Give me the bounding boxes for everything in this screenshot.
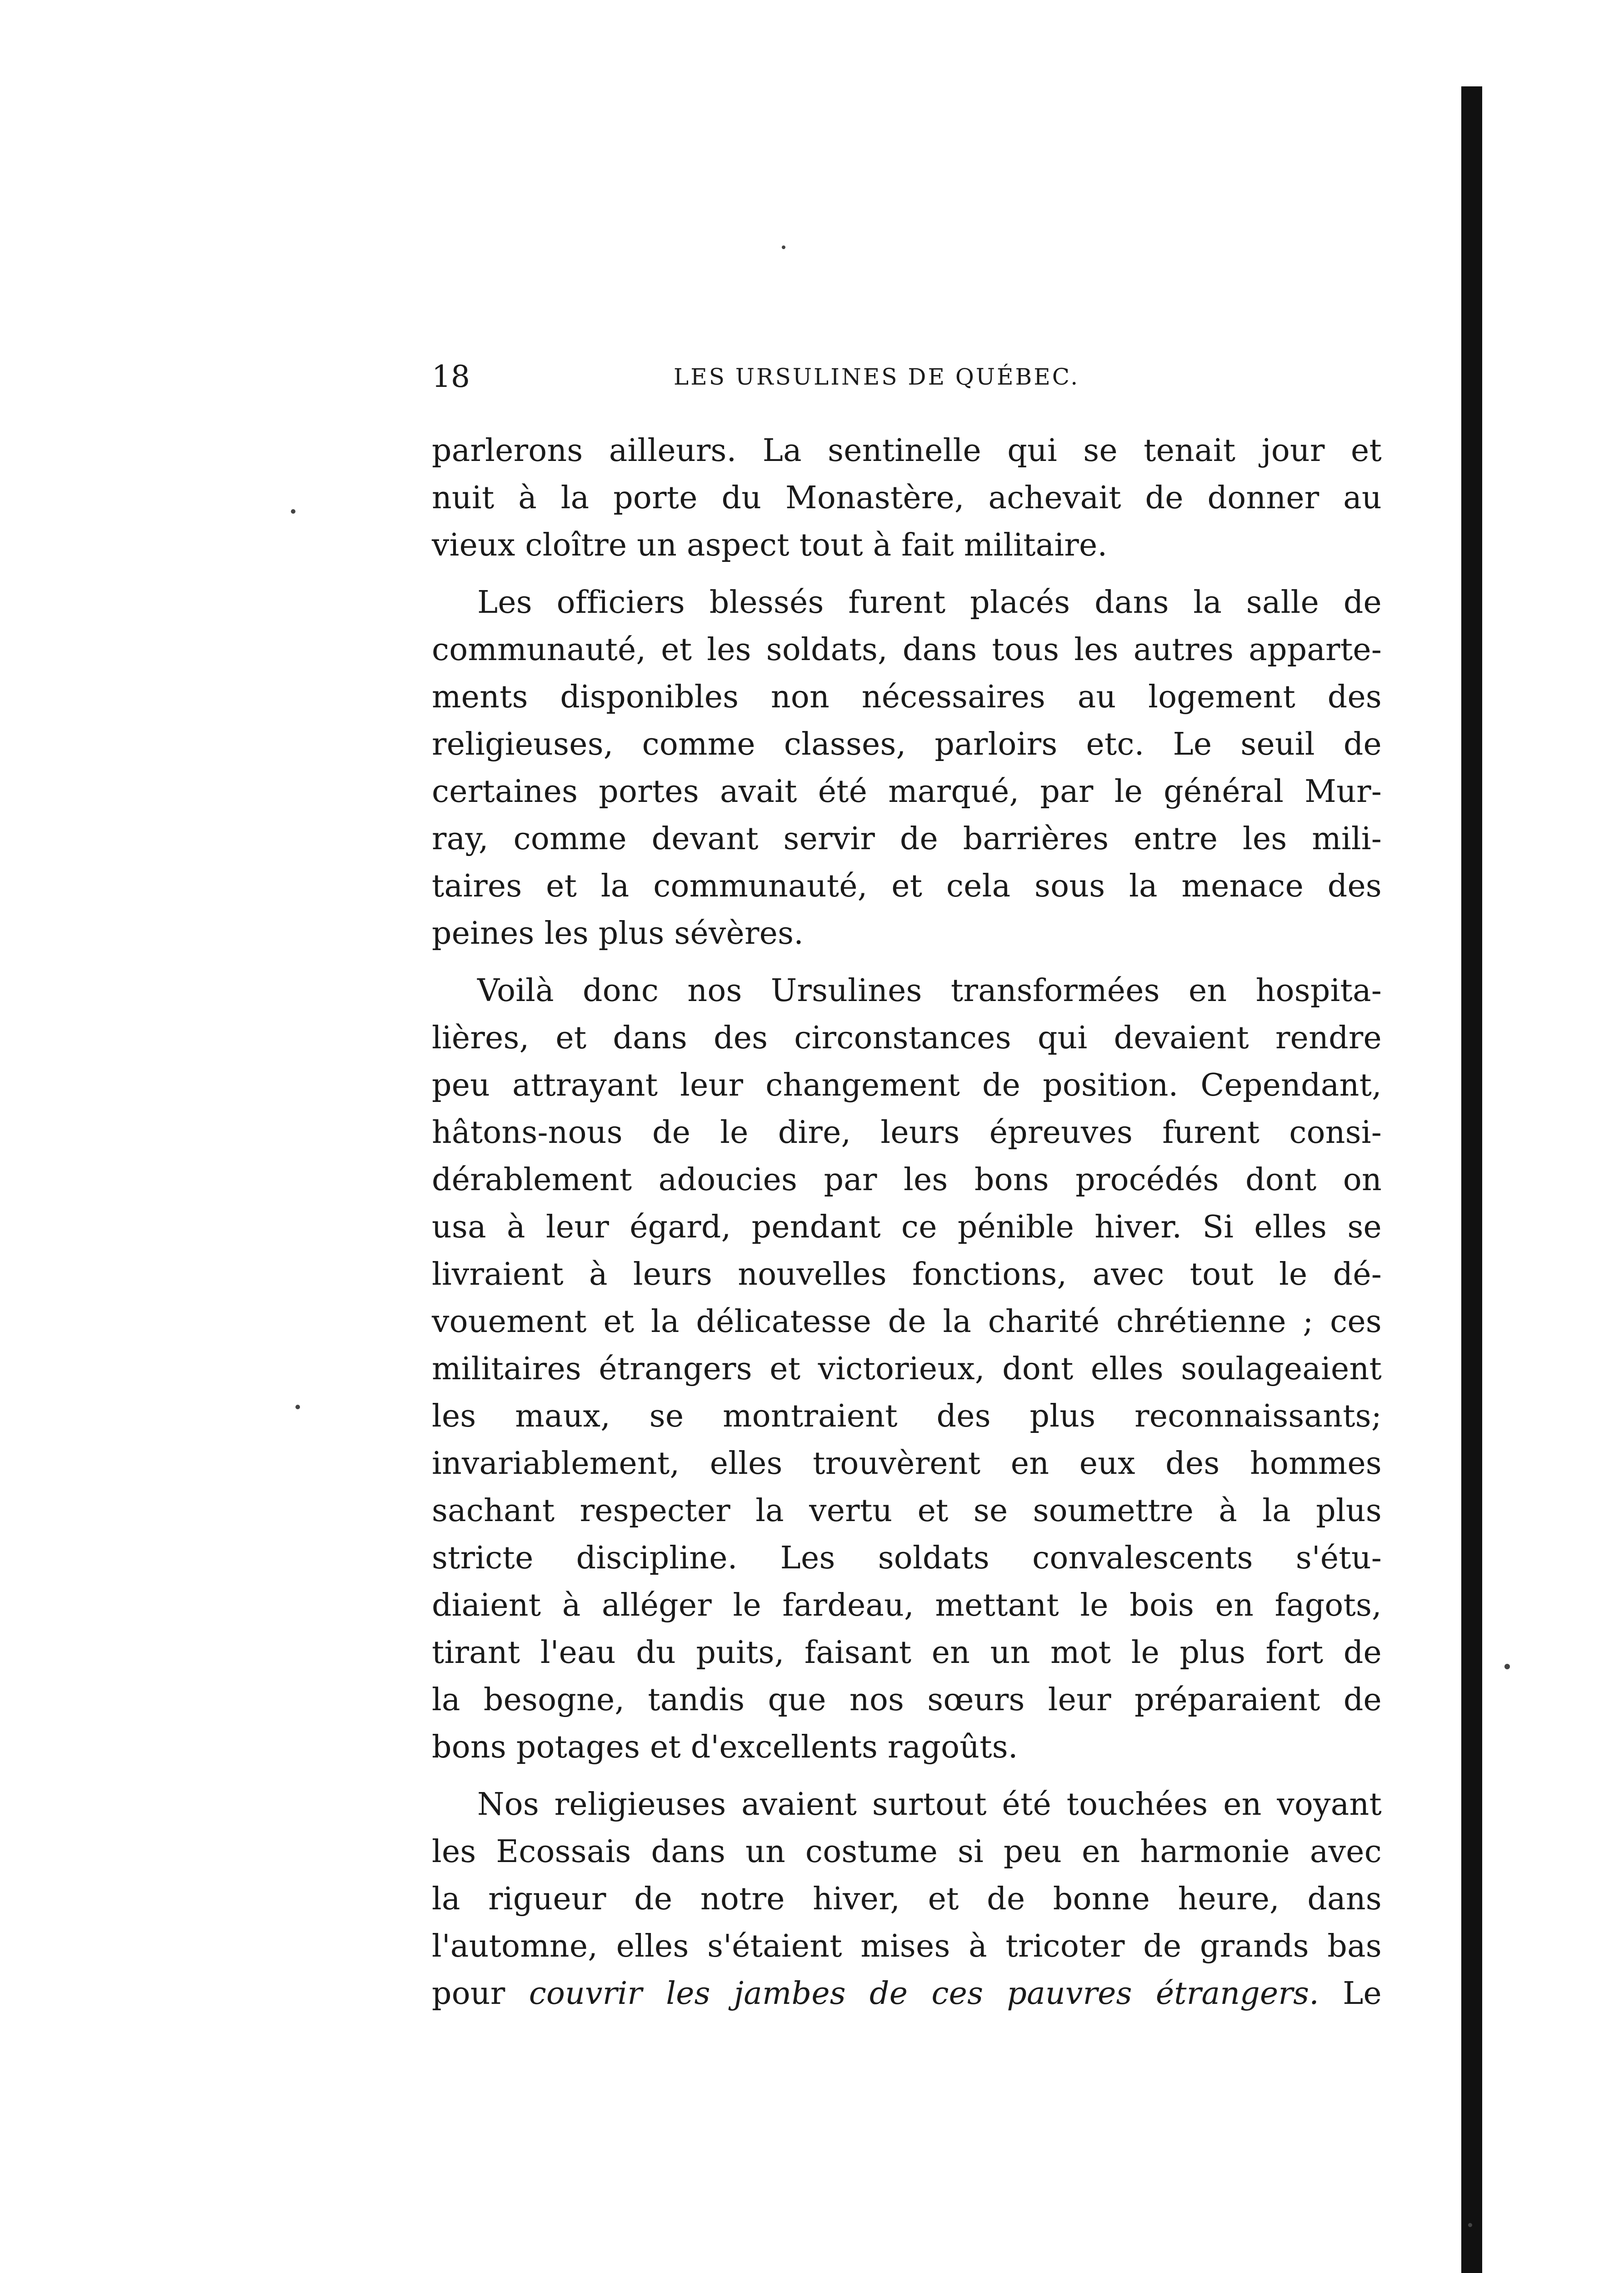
text-line: diaient à alléger le fardeau, mettant le bois en fagots, [432, 1587, 1382, 1623]
text-line: vouement et la délicatesse de la charité chrétienne ; ces [432, 1304, 1382, 1340]
text-line: ray, comme devant servir de barrières entre les mili- [432, 821, 1382, 857]
text-line: peines les plus sévères. [432, 916, 804, 951]
text-line: ments disponibles non nécessaires au logement des [432, 679, 1382, 715]
paragraph-4 [432, 1781, 1382, 2018]
text-line: Les officiers blessés furent placés dans la salle de [477, 585, 1382, 621]
body-text [432, 427, 1382, 2028]
text-run: Le [1319, 1976, 1382, 2012]
text-line-final [432, 1970, 1382, 2018]
text-line: Voilà donc nos Ursulines transformées en hospita- [477, 973, 1382, 1009]
text-line: nuit à la porte du Monastère, achevait de donner au [432, 480, 1382, 516]
text-line: livraient à leurs nouvelles fonctions, avec tout le dé- [432, 1257, 1382, 1292]
text-line: sachant respecter la vertu et se soumettre à la plus [432, 1493, 1382, 1529]
text-line: hâtons-nous de le dire, leurs épreuves furent consi- [432, 1115, 1382, 1151]
scan-speck [1468, 2223, 1472, 2227]
text-line: stricte discipline. Les soldats convalescents s'étu- [432, 1540, 1382, 1576]
text-line: usa à leur égard, pendant ce pénible hiver. Si elles se [432, 1209, 1382, 1245]
text-line: militaires étrangers et victorieux, dont elles soulageaient [432, 1351, 1382, 1387]
text-line: lières, et dans des circonstances qui devaient rendre [432, 1020, 1382, 1056]
italic-phrase: couvrir les jambes de ces pauvres étrangers. [529, 1976, 1319, 2012]
text-line: parlerons ailleurs. La sentinelle qui se tenait jour et [432, 433, 1382, 469]
text-line: bons potages et d'excellents ragoûts. [432, 1729, 1018, 1765]
page-number: 18 [432, 359, 470, 394]
text-line: invariablement, elles trouvèrent en eux des hommes [432, 1446, 1382, 1482]
running-head: LES URSULINES DE QUÉBEC. [674, 364, 1080, 390]
text-line: les Ecossais dans un costume si peu en harmonie avec [432, 1834, 1382, 1870]
scan-speck [295, 1405, 300, 1409]
scan-edge-bar [1461, 86, 1482, 2273]
scan-speck [782, 245, 785, 249]
paragraph-2 [432, 579, 1382, 957]
scan-speck [1504, 1664, 1510, 1669]
text-line: religieuses, comme classes, parloirs etc. Le seuil de [432, 726, 1382, 762]
text-line: certaines portes avait été marqué, par le général Mur- [432, 774, 1382, 810]
text-line: l'automne, elles s'étaient mises à tricoter de grands bas [432, 1928, 1382, 1964]
text-line: dérablement adoucies par les bons procédés dont on [432, 1162, 1382, 1198]
text-line: les maux, se montraient des plus reconnaissants; [432, 1398, 1382, 1434]
text-line: la besogne, tandis que nos sœurs leur préparaient de [432, 1682, 1382, 1718]
text-line: la rigueur de notre hiver, et de bonne heure, dans [432, 1881, 1382, 1917]
text-line: Nos religieuses avaient surtout été touchées en voyant [477, 1787, 1382, 1822]
text-line: vieux cloître un aspect tout à fait militaire. [432, 527, 1108, 563]
text-line: peu attrayant leur changement de position. Cependant, [432, 1067, 1382, 1103]
paragraph-1 [432, 427, 1382, 569]
scan-speck [291, 509, 295, 514]
text-line: taires et la communauté, et cela sous la menace des [432, 868, 1382, 904]
paragraph-3 [432, 967, 1382, 1771]
page-header [432, 359, 1386, 400]
text-run: pour [432, 1976, 529, 2012]
text-line: tirant l'eau du puits, faisant en un mot le plus fort de [432, 1635, 1382, 1671]
text-line: communauté, et les soldats, dans tous les autres apparte- [432, 632, 1382, 668]
